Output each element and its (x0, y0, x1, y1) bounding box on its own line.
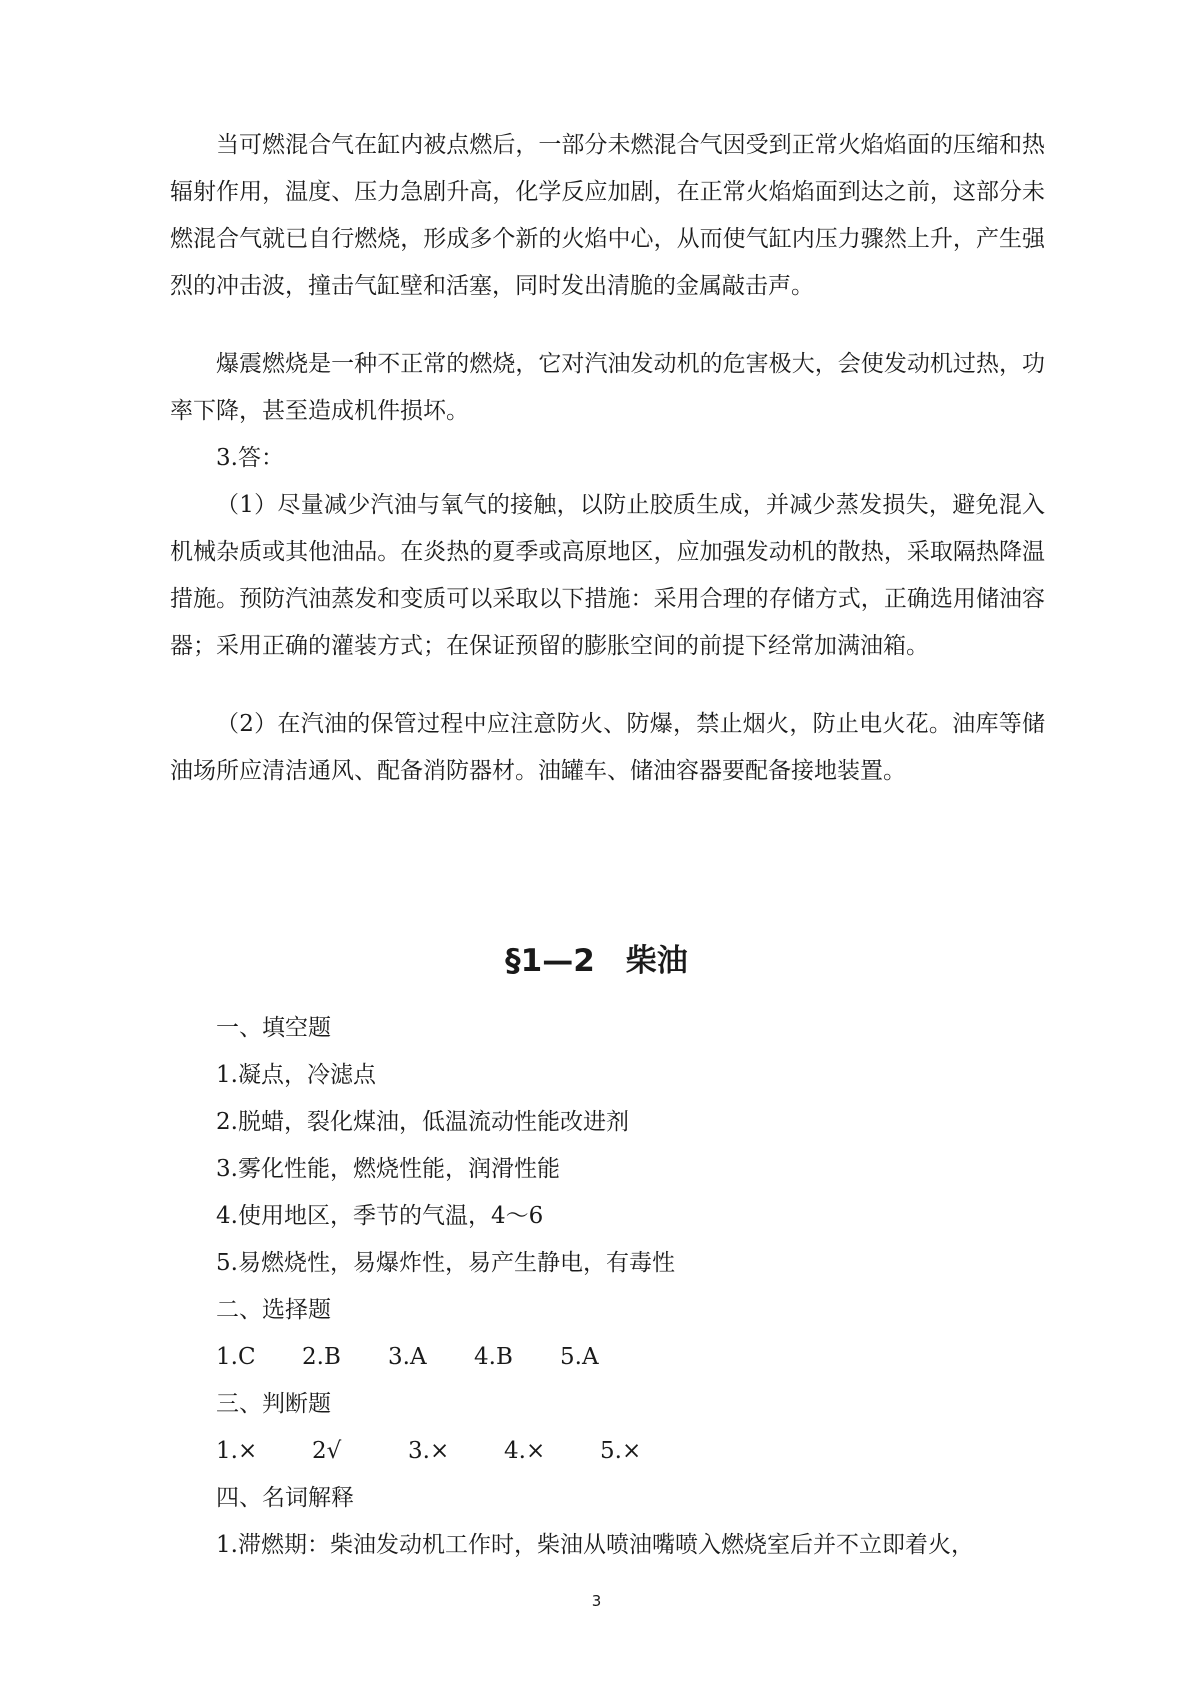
terms-item: 1.滞燃期：柴油发动机工作时，柴油从喷油嘴喷入燃烧室后并不立即着火， (216, 1532, 974, 1558)
choice-answer: 5.A (560, 1344, 599, 1370)
choice-answer: 1.C (216, 1344, 256, 1370)
fill-blank-item: 5.易燃烧性，易爆炸性，易产生静电，有毒性 (216, 1250, 675, 1276)
judge-answer: 5.× (600, 1438, 642, 1464)
paragraph-knock-harm: 爆震燃烧是一种不正常的燃烧，它对汽油发动机的危害极大，会使发动机过热，功率下降，甚至造成机件损坏。 (170, 351, 1045, 424)
judge-answer: 1.× (216, 1438, 258, 1464)
judge-answers-row (216, 1428, 641, 1475)
choice-answer: 2.B (302, 1344, 341, 1370)
paragraph-answer-3-1: （1）尽量减少汽油与氧气的接触，以防止胶质生成，并减少蒸发损失，避免混入机械杂质或其他油品。在炎热的夏季或高原地区，应加强发动机的散热，采取隔热降温措施。预防汽油蒸发和变质可以采取以下措施：采用合理的存储方式，正确选用储油容器；采用正确的灌装方式；在保证预留的膨胀空间的前提下经常加满油箱。 (170, 492, 1045, 659)
judge-header: 三、判断题 (216, 1391, 331, 1417)
fill-blank-item: 1.凝点，冷滤点 (216, 1062, 376, 1088)
paragraph-knock-process: 当可燃混合气在缸内被点燃后，一部分未燃混合气因受到正常火焰焰面的压缩和热辐射作用，温度、压力急剧升高，化学反应加剧，在正常火焰焰面到达之前，这部分未燃混合气就已自行燃烧，形成多个新的火焰中心，从而使气缸内压力骤然上升，产生强烈的冲击波，撞击气缸壁和活塞，同时发出清脆的金属敲击声。 (170, 132, 1045, 299)
choice-answers-row (216, 1334, 599, 1381)
terms-header: 四、名词解释 (216, 1485, 354, 1511)
paragraph-answer-3: 3.答： (216, 445, 284, 471)
judge-answer: 3.× (408, 1438, 450, 1464)
page-number: 3 (591, 1592, 602, 1610)
fill-blank-item: 3.雾化性能，燃烧性能，润滑性能 (216, 1156, 560, 1182)
choice-header: 二、选择题 (216, 1297, 331, 1323)
fill-blank-header: 一、填空题 (216, 1015, 331, 1041)
judge-answer: 4.× (504, 1438, 546, 1464)
fill-blank-item: 2.脱蜡，裂化煤油，低温流动性能改进剂 (216, 1109, 629, 1135)
choice-answer: 4.B (474, 1344, 513, 1370)
judge-answer: 2√ (312, 1438, 342, 1464)
fill-blank-item: 4.使用地区，季节的气温，4～6 (216, 1203, 544, 1229)
section-heading: §1—2 柴油 (505, 943, 688, 979)
choice-answer: 3.A (388, 1344, 427, 1370)
paragraph-answer-3-2: （2）在汽油的保管过程中应注意防火、防爆，禁止烟火，防止电火花。油库等储油场所应清洁通风、配备消防器材。油罐车、储油容器要配备接地装置。 (170, 711, 1045, 784)
